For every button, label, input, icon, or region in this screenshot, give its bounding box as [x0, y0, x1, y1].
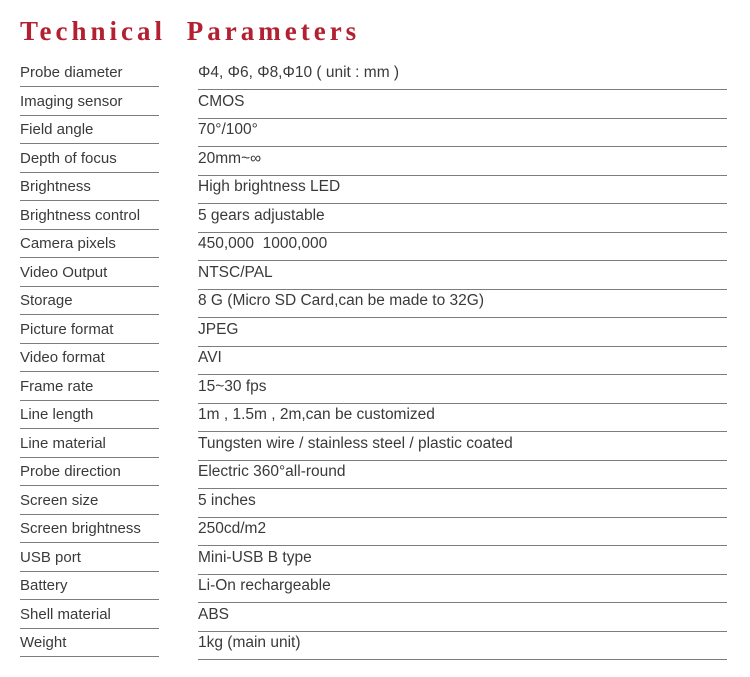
param-label: Line length — [20, 405, 159, 429]
param-value: 8 G (Micro SD Card,can be made to 32G) — [198, 291, 727, 318]
param-label: Weight — [20, 633, 159, 657]
param-value: 20mm~∞ — [198, 149, 727, 176]
param-value: JPEG — [198, 320, 727, 347]
param-value: Li-On rechargeable — [198, 576, 727, 603]
param-label: Line material — [20, 434, 159, 458]
param-label: Picture format — [20, 320, 159, 344]
param-label: USB port — [20, 548, 159, 572]
param-label: Imaging sensor — [20, 92, 159, 116]
param-value: 1kg (main unit) — [198, 633, 727, 660]
table-row — [20, 149, 727, 176]
table-row — [20, 405, 727, 432]
table-row — [20, 206, 727, 233]
param-value: 5 inches — [198, 491, 727, 518]
param-label: Battery — [20, 576, 159, 600]
table-row — [20, 548, 727, 575]
table-row — [20, 434, 727, 461]
param-value: 450,000 1000,000 — [198, 234, 727, 261]
page-title: Technical Parameters — [20, 16, 361, 46]
technical-parameters-table — [20, 63, 727, 660]
param-label: Depth of focus — [20, 149, 159, 173]
param-label: Shell material — [20, 605, 159, 629]
param-value: Φ4, Φ6, Φ8,Φ10 ( unit : mm ) — [198, 63, 727, 90]
table-row — [20, 519, 727, 546]
table-row — [20, 348, 727, 375]
table-row — [20, 491, 727, 518]
table-row — [20, 120, 727, 147]
param-value: ABS — [198, 605, 727, 632]
param-value: CMOS — [198, 92, 727, 119]
table-row — [20, 320, 727, 347]
param-label: Probe diameter — [20, 63, 159, 87]
param-label: Camera pixels — [20, 234, 159, 258]
param-value: Mini-USB B type — [198, 548, 727, 575]
table-row — [20, 462, 727, 489]
table-row — [20, 92, 727, 119]
table-row — [20, 377, 727, 404]
param-value: AVI — [198, 348, 727, 375]
param-value: NTSC/PAL — [198, 263, 727, 290]
param-label: Video Output — [20, 263, 159, 287]
param-value: Electric 360°all-round — [198, 462, 727, 489]
table-row — [20, 576, 727, 603]
param-label: Brightness control — [20, 206, 159, 230]
param-label: Field angle — [20, 120, 159, 144]
table-row — [20, 263, 727, 290]
param-value: 1m , 1.5m , 2m,can be customized — [198, 405, 727, 432]
param-value: 250cd/m2 — [198, 519, 727, 546]
param-label: Brightness — [20, 177, 159, 201]
table-row — [20, 633, 727, 660]
param-label: Frame rate — [20, 377, 159, 401]
param-label: Screen brightness — [20, 519, 159, 543]
param-value: Tungsten wire / stainless steel / plastic coated — [198, 434, 727, 461]
param-label: Screen size — [20, 491, 159, 515]
param-label: Storage — [20, 291, 159, 315]
param-value: High brightness LED — [198, 177, 727, 204]
param-value: 70°/100° — [198, 120, 727, 147]
table-row — [20, 605, 727, 632]
param-label: Probe direction — [20, 462, 159, 486]
param-value: 15~30 fps — [198, 377, 727, 404]
param-value: 5 gears adjustable — [198, 206, 727, 233]
table-row — [20, 63, 727, 90]
table-row — [20, 234, 727, 261]
table-row — [20, 177, 727, 204]
param-label: Video format — [20, 348, 159, 372]
table-row — [20, 291, 727, 318]
